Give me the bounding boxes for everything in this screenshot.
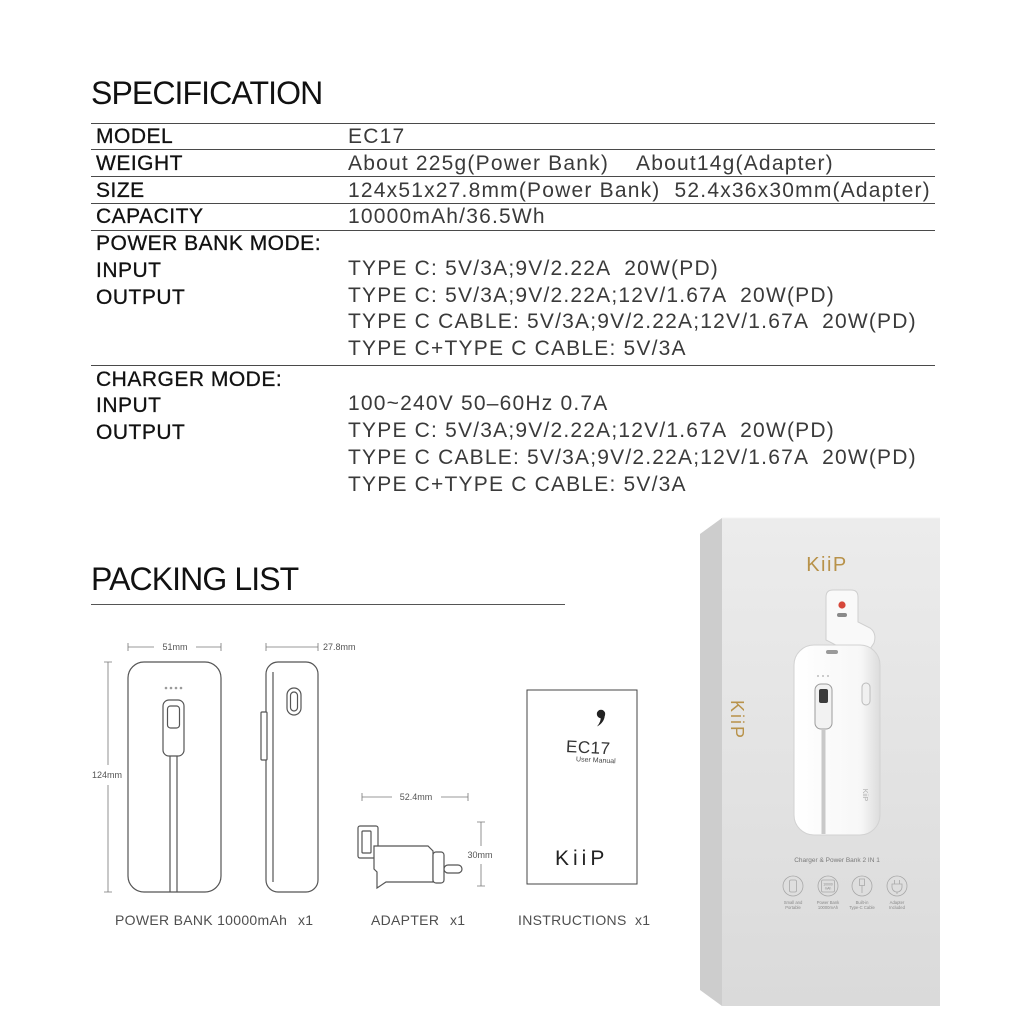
box-adapter-usb-c-port [837,613,847,617]
dim-label-power-bank-height: 124mm [91,770,123,780]
retail-box-image [700,518,940,1006]
adapter-drawing [358,826,462,888]
led-dot [165,687,168,690]
power-bank-output-value: TYPE C CABLE: 5V/3A;9V/2.22A;12V/1.67A 20W(PD) [348,310,917,333]
power-bank-input-value: TYPE C: 5V/3A;9V/2.22A 20W(PD) [348,257,720,280]
feature-caption: Portable [785,905,801,910]
led-dot [175,687,178,690]
power-bank-output-label: OUTPUT [96,286,186,309]
power-bank-front-drawing [128,662,221,892]
power-bank-side-drawing [261,662,318,892]
feature-caption: Type-C Cable [849,905,875,910]
packing-item-name: INSTRUCTIONS [518,912,627,928]
charger-output-label: OUTPUT [96,421,186,444]
manual-model: EC17 [565,736,612,759]
charger-output-value: TYPE C+TYPE C CABLE: 5V/3A [348,473,687,496]
dim-label-adapter-height: 30mm [467,850,493,860]
power-bank-mode-title: POWER BANK MODE: [96,232,322,255]
charger-output-value: TYPE C CABLE: 5V/3A;9V/2.22A;12V/1.67A 20W(PD) [348,446,917,469]
box-side-face [700,518,722,1006]
led-dot [817,675,819,677]
specification-heading: SPECIFICATION [91,75,323,111]
packing-item-qty: x1 [635,912,651,928]
manual-subtitle: User Manual [575,756,616,766]
box-adapter-port-indicator [838,601,845,608]
spec-value-capacity: 10000mAh/36.5Wh [348,205,546,228]
packing-item-name: POWER BANK 10000mAh [115,912,288,928]
feature-caption: Small and [783,900,803,905]
box-side-brand: KiiP [727,699,747,741]
box-power-bank-plug-tip [819,689,828,703]
charger-output-value: TYPE C: 5V/3A;9V/2.22A;12V/1.67A 20W(PD) [348,419,835,442]
battery-badge-unit: mAh [824,886,832,891]
power-bank-output-value: TYPE C: 5V/3A;9V/2.22A;12V/1.67A 20W(PD) [348,284,835,307]
spec-value-model: EC17 [348,125,406,148]
box-power-bank-image [794,645,880,835]
packing-item-qty: x1 [450,912,466,928]
adapter-plug-pin [444,865,462,873]
battery-badge-value: 10000 [823,882,833,887]
led-dot [170,687,173,690]
spec-value-weight: About 225g(Power Bank) About14g(Adapter) [348,152,834,175]
power-bank-input-label: INPUT [96,259,162,282]
box-brand: KiiP [806,554,848,576]
box-power-bank-top-port [826,650,838,654]
instruction-manual-drawing [527,690,637,884]
feature-caption: Built-in [855,900,869,905]
power-bank-output-value: TYPE C+TYPE C CABLE: 5V/3A [348,337,687,360]
spec-label-weight: WEIGHT [96,152,183,175]
box-power-bank-body [794,645,880,835]
box-power-bank-button [862,683,870,705]
dim-line-power-bank-thickness [266,643,318,651]
cable-clip [261,712,267,760]
packing-list-heading: PACKING LIST [91,561,299,597]
packing-item-name: ADAPTER [371,912,440,928]
charger-input-label: INPUT [96,394,162,417]
manual-brand: KiiP [555,847,609,870]
box-tagline: Charger & Power Bank 2 IN 1 [794,857,880,864]
feature-caption: Included [889,905,905,910]
led-dot [827,675,829,677]
led-dot [180,687,183,690]
dim-label-adapter-width: 52.4mm [399,792,433,802]
spec-value-size: 124x51x27.8mm(Power Bank) 52.4x36x30mm(Adapter) [348,179,931,202]
dim-label-power-bank-thickness: 27.8mm [323,642,356,652]
feature-caption: Power Bank [816,900,840,905]
charger-mode-title: CHARGER MODE: [96,368,283,391]
dim-label-power-bank-width: 51mm [162,642,188,652]
spec-label-capacity: CAPACITY [96,205,204,228]
spec-label-model: MODEL [96,125,174,148]
adapter-body [374,846,433,888]
adapter-plug-collar [433,852,444,883]
led-dot [822,675,824,677]
box-power-bank-brand: KiiP [861,788,868,802]
feature-caption: Adapter [889,900,905,905]
charger-input-value: 100~240V 50–60Hz 0.7A [348,392,609,415]
spec-label-size: SIZE [96,179,145,202]
packing-item-qty: x1 [298,912,314,928]
feature-caption: 10000mAh [817,905,839,910]
power-bank-front-outline [128,662,221,892]
